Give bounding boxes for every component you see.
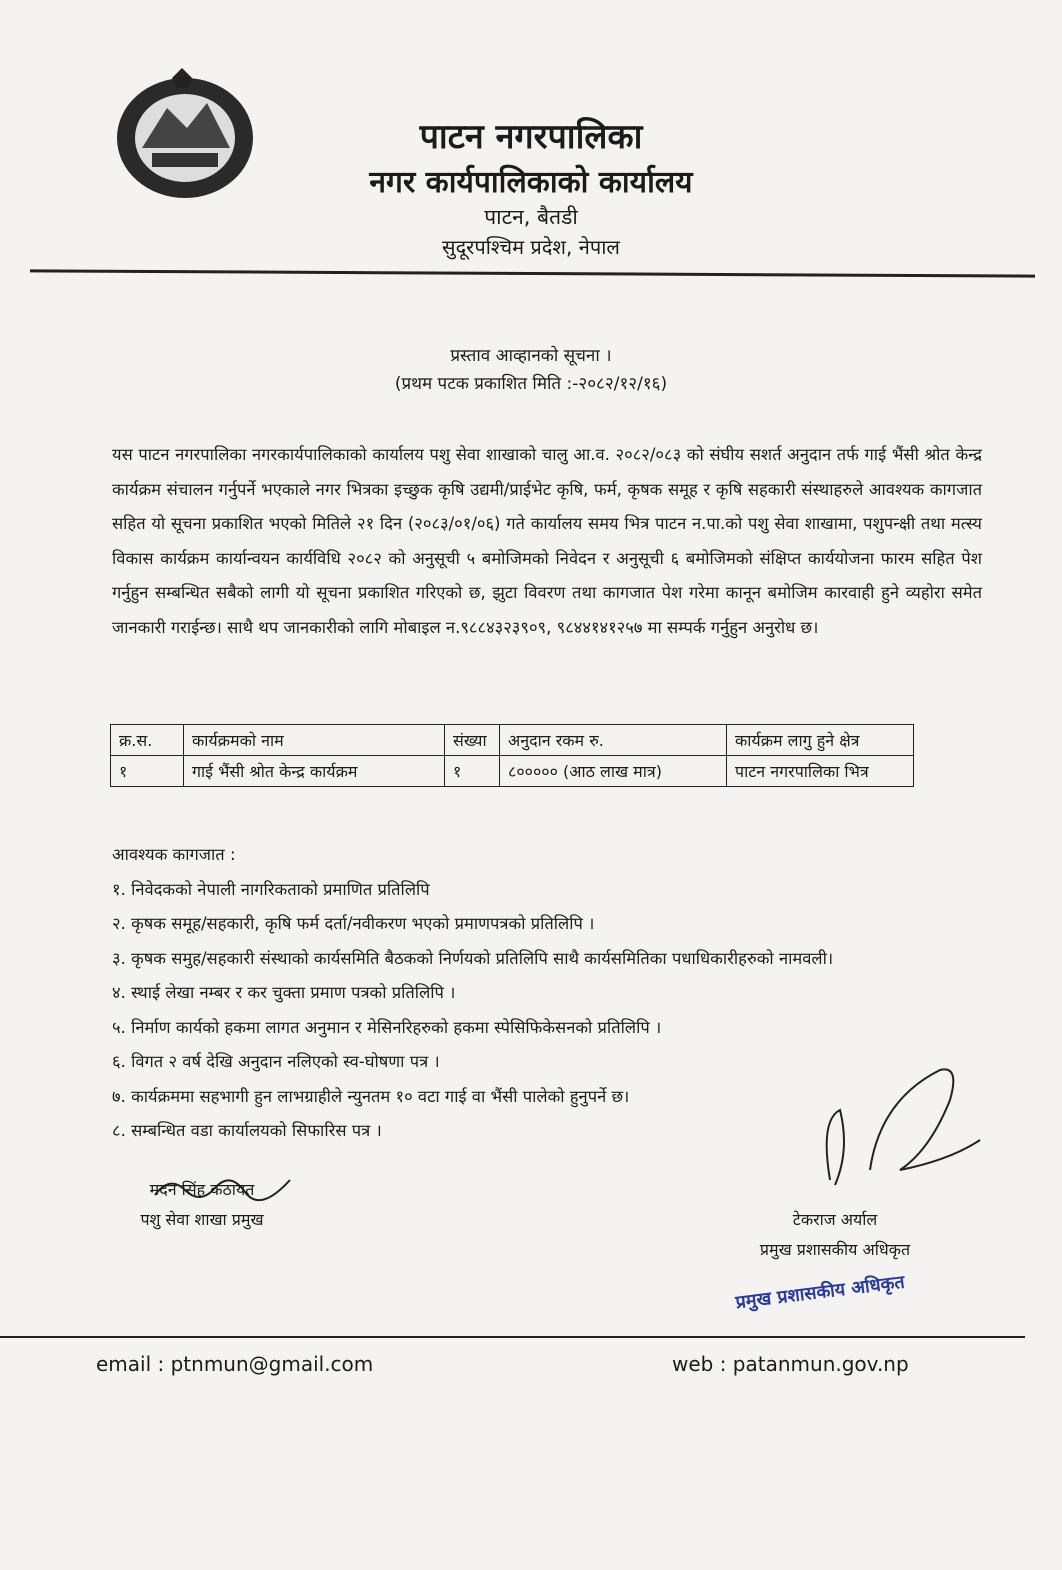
table-cell: १ — [445, 756, 500, 787]
left-signatory-name: मदन सिंह कठायत — [149, 1180, 255, 1199]
notice-title: प्रस्ताव आव्हानको सूचना । — [450, 346, 612, 366]
list-item: १. निवेदकको नेपाली नागरिकताको प्रमाणित प्रतिलिपि — [112, 879, 430, 899]
table-header: क्र.स. — [111, 725, 184, 756]
table-header: अनुदान रकम रु. — [500, 725, 727, 756]
footer-web[interactable]: web : patanmun.gov.np — [672, 1352, 909, 1376]
province: सुदूरपश्चिम प्रदेश, नेपाल — [442, 235, 620, 259]
office-name: नगर कार्यपालिकाको कार्यालय — [369, 165, 693, 200]
list-item: ३. कृषक समुह/सहकारी संस्थाको कार्यसमिति बैठकको निर्णयको प्रतिलिपि साथै कार्यसमितिका पधाधिकारीहरुको नामवली। — [112, 948, 834, 968]
right-signatory-name: टेकराज अर्याल — [792, 1210, 878, 1229]
email-link[interactable]: ptnmun@gmail.com — [170, 1352, 374, 1376]
table-cell: गाई भैंसी श्रोत केन्द्र कार्यक्रम — [184, 756, 445, 787]
org-name: पाटन नगरपालिका — [419, 117, 643, 157]
left-signatory — [112, 1175, 292, 1235]
right-signature — [810, 1060, 990, 1200]
right-signatory-title: प्रमुख प्रशासकीय अधिकृत — [759, 1240, 911, 1259]
table-header: कार्यक्रमको नाम — [184, 725, 445, 756]
table-cell: पाटन नगरपालिका भित्र — [727, 756, 914, 787]
notice-body: यस पाटन नगरपालिका नगरकार्यपालिकाको कार्यालय पशु सेवा शाखाको चालु आ.व. २०८२/०८३ को संघीय सशर्त अनुदान तर्फ गाई भैंसी श्रोत केन्द्र कार्यक्रम संचालन गर्नुपर्ने भएकाले नगर भित्रका इच्छुक कृषि उद्यमी/प्राईभेट कृषि, फर्म, कृषक समूह र कृषि सहकारी संस्थाहरुले आवश्यक कागजात सहित यो सूचना प्रकाशित भएको मितिले २१ दिन (२०८३/०१/०६) गते कार्यालय समय भित्र पाटन न.पा.को पशु सेवा शाखामा, पशुपन्क्षी तथा मत्स्य विकास कार्यक्रम कार्यान्वयन कार्यविधि २०८२ को अनुसूची ५ बमोजिमको निवेदन र अनुसूची ६ बमोजिमको संक्षिप्त कार्ययोजना फारम सहित पेश गर्नुहुन सम्बन्धित सबैको लागी यो सूचना प्रकाशित गरिएको छ, झुटा विवरण तथा कागजात पेश गरेमा कानून बमोजिम कारवाही हुने व्यहोरा समेत जानकारी गराईन्छ। साथै थप जानकारीको लागि मोबाइल न.९८८४३२३९०९, ९८४४१४१२५७ मा सम्पर्क गर्नुहुन अनुरोध छ। — [112, 445, 982, 637]
publish-date: (प्रथम पटक प्रकाशित मिति :-२०८२/१२/१६) — [394, 374, 668, 394]
list-item: ८. सम्बन्धित वडा कार्यालयको सिफारिस पत्र । — [112, 1121, 382, 1140]
list-item: ५. निर्माण कार्यको हकमा लागत अनुमान र मेसिनरिहरुको हकमा स्पेसिफिकेसनको प्रतिलिपि । — [112, 1017, 662, 1037]
documents-heading: आवश्यक कागजात : — [112, 845, 236, 864]
header-divider — [30, 269, 1035, 277]
table-cell: १ — [111, 756, 184, 787]
table-cell: ८००००० (आठ लाख मात्र) — [500, 756, 727, 787]
list-item: २. कृषक समूह/सहकारी, कृषि फर्म दर्ता/नवीकरण भएको प्रमाणपत्रको प्रतिलिपि । — [112, 914, 595, 933]
list-item: ६. विगत २ वर्ष देखि अनुदान नलिएको स्व-घोषणा पत्र । — [112, 1052, 440, 1071]
table-header: कार्यक्रम लागु हुने क्षेत्र — [727, 725, 914, 756]
program-table — [110, 724, 914, 787]
list-item: ४. स्थाई लेखा नम्बर र कर चुक्ता प्रमाण पत्रको प्रतिलिपि । — [112, 983, 456, 1002]
footer-divider — [0, 1336, 1025, 1338]
left-signatory-title: पशु सेवा शाखा प्रमुख — [140, 1210, 264, 1229]
email-label: email : — [96, 1352, 171, 1376]
official-stamp: प्रमुख प्रशासकीय अधिकृत — [734, 1271, 906, 1314]
table-header-row — [111, 725, 914, 756]
list-item: ७. कार्यक्रममा सहभागी हुन लाभग्राहीले न्युनतम १० वटा गाई वा भैंसी पालेको हुनुपर्ने छ। — [112, 1086, 630, 1106]
table-row — [111, 756, 914, 787]
right-signatory — [735, 1205, 935, 1265]
location: पाटन, बैतडी — [484, 205, 578, 229]
footer-email — [96, 1352, 373, 1376]
table-header: संख्या — [445, 725, 500, 756]
